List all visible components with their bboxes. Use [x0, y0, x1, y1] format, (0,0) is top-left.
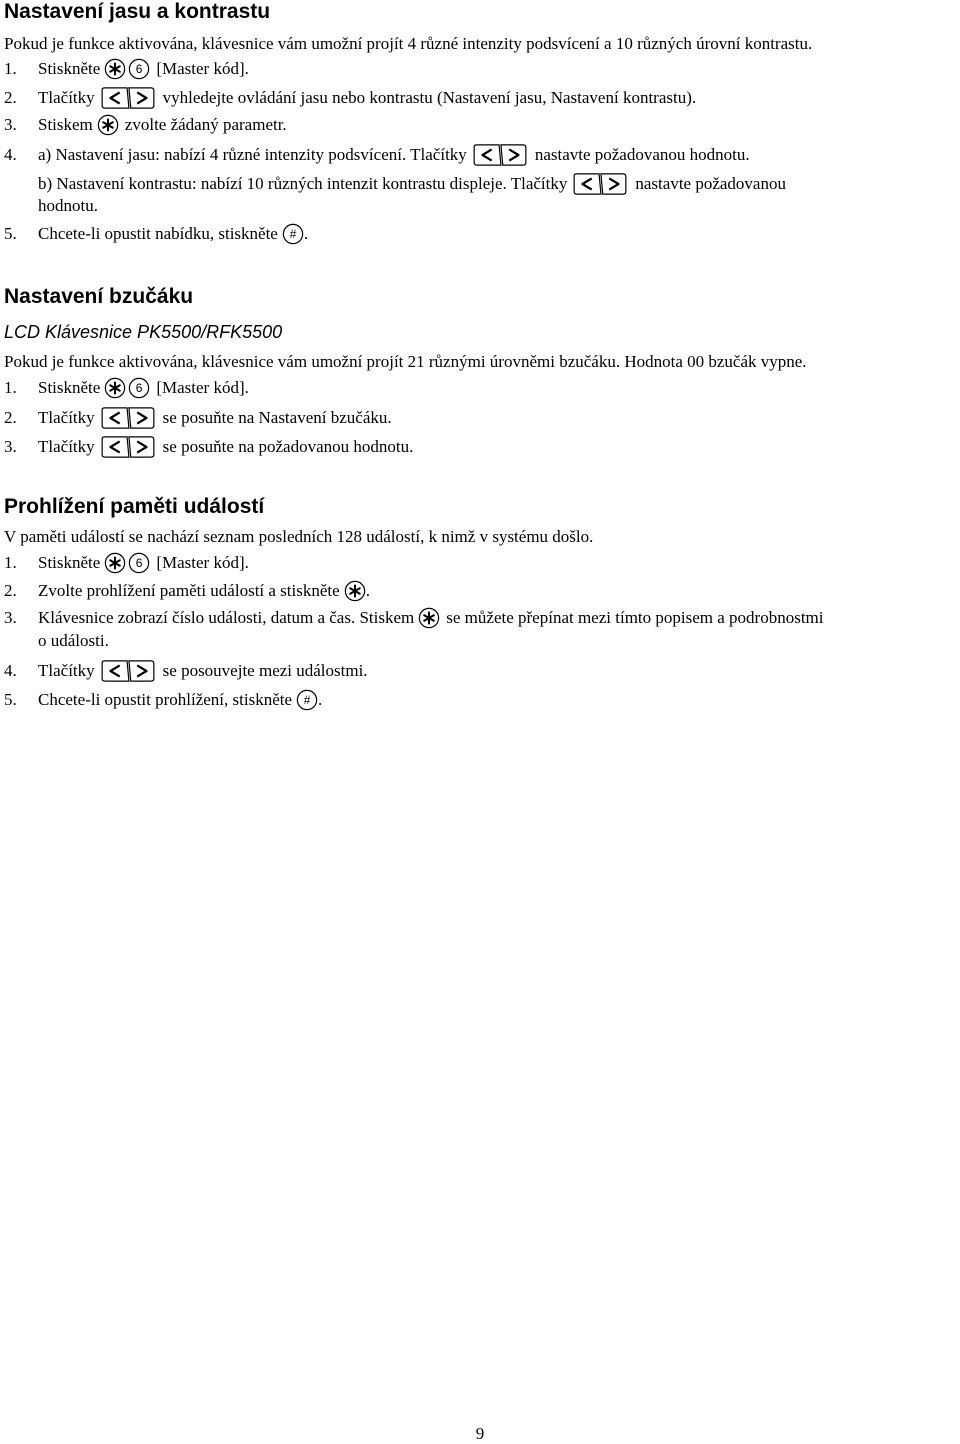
- section-title-buzzer: Nastavení bzučáku: [4, 285, 194, 308]
- six-key-label: 6: [136, 62, 143, 77]
- hash-key-icon: [296, 689, 318, 711]
- six-key-label: 6: [136, 381, 143, 396]
- arrow-keys-icon: [99, 659, 157, 683]
- paragraph-intro: V paměti událostí se nachází seznam posledních 128 událostí, k nimž v systému došlo.: [4, 527, 594, 546]
- paragraph-intro: Pokud je funkce aktivována, klávesnice vám umožní projít 4 různé intenzity podsvícení a 10 různých úrovní kontrastu.: [4, 34, 813, 53]
- arrow-keys-icon: [99, 86, 157, 110]
- step-3: 3. Stiskem zvolte žádaný parametr.: [4, 115, 287, 134]
- step-1: 1. Stiskněte 6 [Master kód].: [4, 59, 249, 78]
- star-key-icon: [104, 58, 126, 80]
- step-2: 2. Tlačítky se posuňte na Nastavení bzučáku.: [4, 406, 392, 430]
- step-2: 2. Tlačítky vyhledejte ovládání jasu nebo kontrastu (Nastavení jasu, Nastavení kontrastu).: [4, 86, 696, 110]
- keypad-model-subtitle: LCD Klávesnice PK5500/RFK5500: [4, 322, 283, 342]
- step-5: 5. Chcete-li opustit prohlížení, stiskněte # .: [4, 690, 323, 709]
- step-4b-continued: hodnotu.: [38, 196, 98, 215]
- page-number: 9: [475, 1424, 485, 1443]
- arrow-keys-icon: [571, 172, 629, 196]
- star-key-icon: [97, 114, 119, 136]
- step-4b: b) Nastavení kontrastu: nabízí 10 různých intenzit kontrastu displeje. Tlačítky nastavte požadovanou: [4, 172, 786, 196]
- step-2: 2. Zvolte prohlížení paměti událostí a stiskněte .: [4, 581, 370, 600]
- six-key-icon: [128, 58, 150, 80]
- step-3: 3. Tlačítky se posuňte na požadovanou hodnotu.: [4, 435, 413, 459]
- section-title-brightness-contrast: Nastavení jasu a kontrastu: [4, 0, 271, 23]
- paragraph-intro: Pokud je funkce aktivována, klávesnice vám umožní projít 21 různými úrovněmi bzučáku. Hodnota 00 bzučák vypne.: [4, 352, 807, 371]
- star-key-icon: [104, 552, 126, 574]
- six-key-icon: [128, 552, 150, 574]
- arrow-keys-icon: [99, 406, 157, 430]
- hash-key-label: #: [303, 693, 311, 708]
- hash-key-label: #: [289, 227, 297, 242]
- star-key-icon: [104, 377, 126, 399]
- arrow-keys-icon: [471, 143, 529, 167]
- six-key-label: 6: [136, 556, 143, 571]
- step-4: 4. Tlačítky se posouvejte mezi událostmi.: [4, 659, 368, 683]
- star-key-icon: [418, 607, 440, 629]
- step-5: 5. Chcete-li opustit nabídku, stiskněte # .: [4, 224, 309, 243]
- hash-key-icon: [282, 223, 304, 245]
- star-key-icon: [344, 580, 366, 602]
- step-1: 1. Stiskněte 6 [Master kód].: [4, 378, 249, 397]
- step-4a: 4. a) Nastavení jasu: nabízí 4 různé intenzity podsvícení. Tlačítky nastavte požadovanou hodnotu.: [4, 143, 750, 167]
- section-title-event-buffer: Prohlížení paměti událostí: [4, 495, 265, 518]
- step-1: 1. Stiskněte 6 [Master kód].: [4, 553, 249, 572]
- six-key-icon: [128, 377, 150, 399]
- arrow-keys-icon: [99, 435, 157, 459]
- step-3: 3. Klávesnice zobrazí číslo události, datum a čas. Stiskem se můžete přepínat mezi tímto popisem a podrobnostmi: [4, 608, 824, 627]
- step-3-continued: o události.: [38, 631, 109, 650]
